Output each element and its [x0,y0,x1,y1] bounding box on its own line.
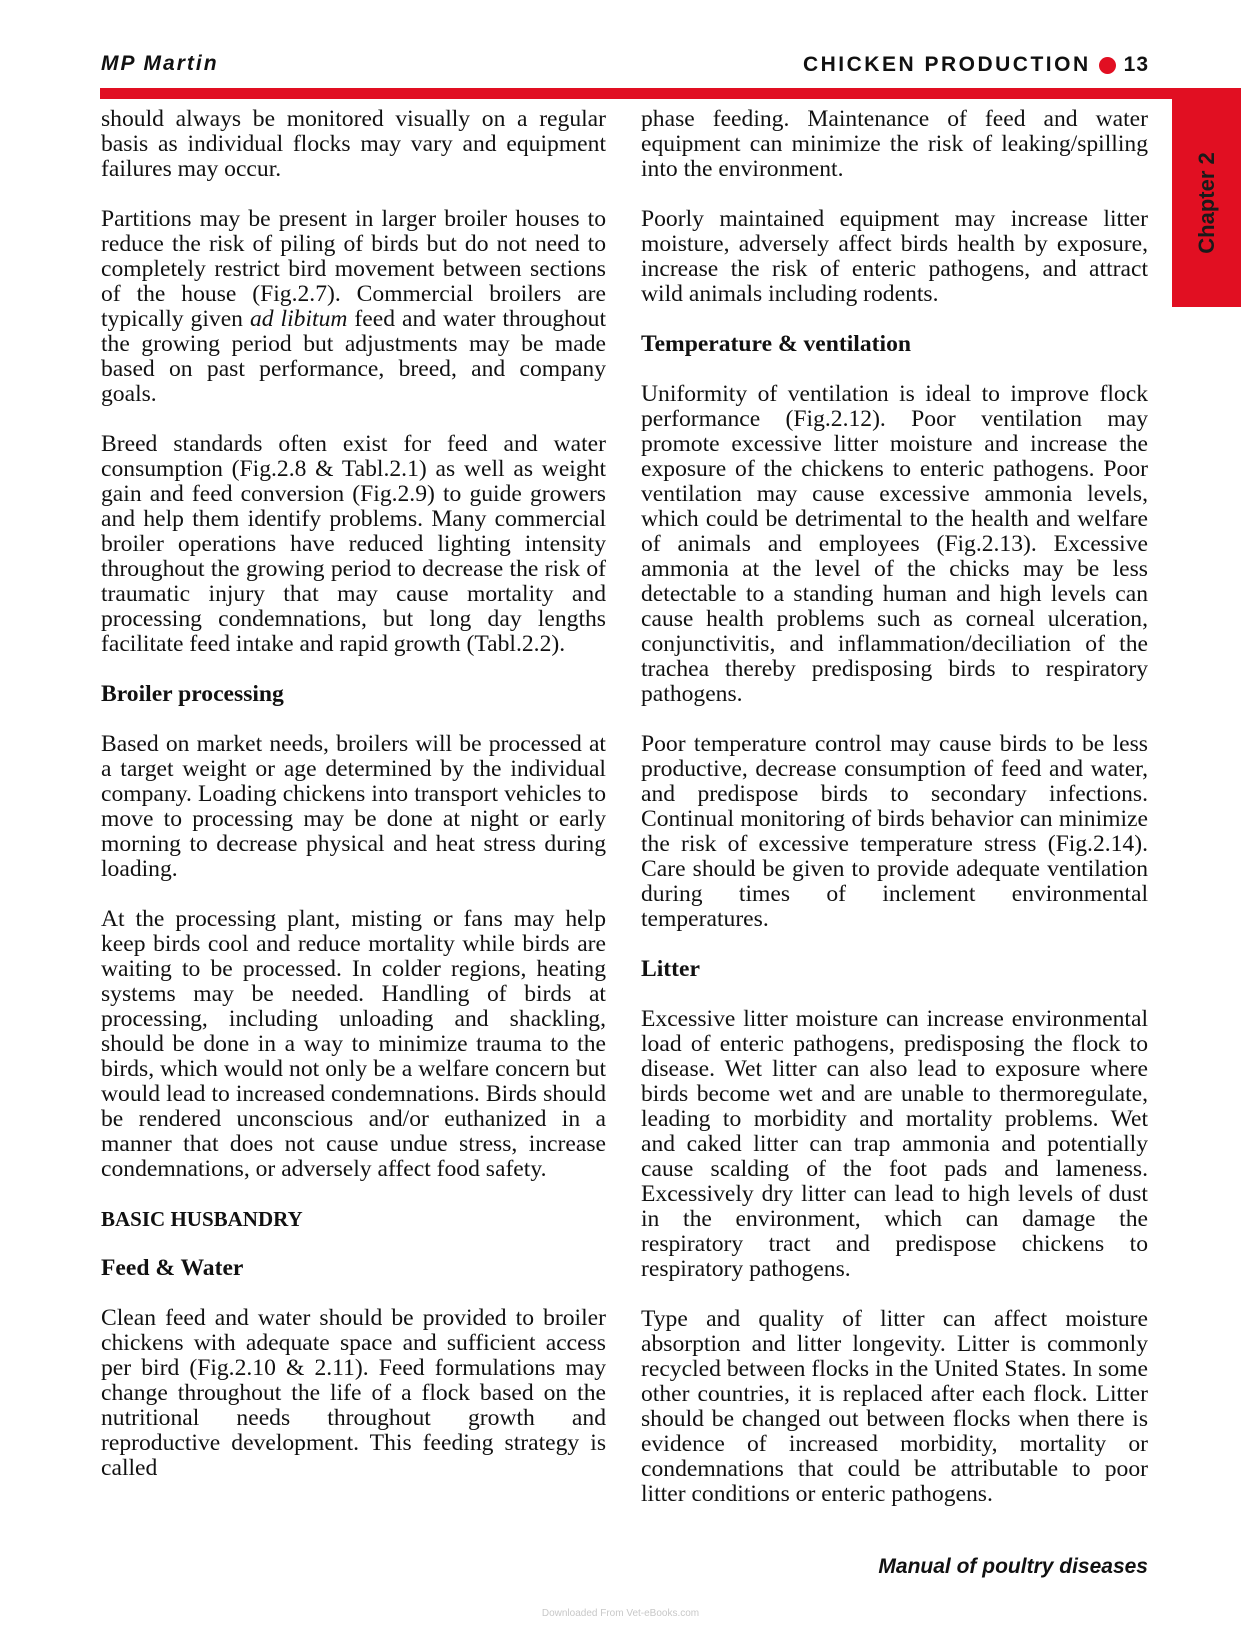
right-column [641,107,1148,1532]
left-column [101,107,606,1506]
paragraph: Breed standards often exist for feed and water consumption (Fig.2.8 & Tabl.2.1) as well as weight gain and feed conversion (Fig.2.9) to guide growers and help them identify problems. Many commercial broiler operations have reduced lighting intensity throughout the growing period to decrease the risk of traumatic injury that may cause mortality and processing condemnations, but long day lengths facilitate feed intake and rapid growth (Tabl.2.2). [101,431,606,657]
header-rule [100,88,1241,99]
chapter-tab [1172,99,1241,307]
paragraph: should always be monitored visually on a regular basis as individual flocks may vary and equipment failures may occur. [101,106,606,182]
section-heading: Litter [641,956,700,982]
paragraph: Clean feed and water should be provided to broiler chickens with adequate space and sufficient access per bird (Fig.2.10 & 2.11). Feed formulations may change throughout the life of a flock based on the nutritional needs throughout growth and reproductive development. This feeding strategy is called [101,1305,606,1481]
running-header-author: MP Martin [101,52,219,75]
paragraph: Poor temperature control may cause birds to be less productive, decrease consumption of feed and water, and predispose birds to secondary infections. Continual monitoring of birds behavior can minimize the risk of excessive temperature stress (Fig.2.14). Care should be given to provide adequate ventilation during times of inclement environmental temperatures. [641,731,1148,932]
paragraph: Based on market needs, broilers will be processed at a target weight or age determined by the individual company. Loading chickens into transport vehicles to move to processing may be done at night or early morning to decrease physical and heat stress during loading. [101,731,606,882]
page-number: 13 [1123,53,1149,76]
running-header-right [803,53,1149,77]
paragraph: Uniformity of ventilation is ideal to improve flock performance (Fig.2.12). Poor ventilation may promote excessive litter moisture and increase the exposure of the chickens to enteric pathogens. Poor ventilation may cause excessive ammonia levels, which could be detrimental to the health and welfare of animals and employees (Fig.2.13). Excessive ammonia at the level of the chicks may be less detectable to a standing human and high levels can cause health problems such as corneal ulceration, conjunctivitis, and inflammation/deciliation of the trachea thereby predisposing birds to respiratory pathogens. [641,381,1148,707]
section-heading: Feed & Water [101,1255,244,1281]
paragraph: Excessive litter moisture can increase environmental load of enteric pathogens, predisposing the flock to disease. Wet litter can also lead to exposure where birds become wet and are unable to thermoregulate, leading to morbidity and mortality problems. Wet and caked litter can trap ammonia and potentially cause scalding of the foot pads and lameness. Excessively dry litter can lead to high levels of dust in the environment, which can damage the respiratory tract and predispose chickens to respiratory pathogens. [641,1006,1148,1282]
paragraph: Type and quality of litter can affect moisture absorption and litter longevity. Litter is commonly recycled between flocks in the United States. In some other countries, it is replaced after each flock. Litter should be changed out between flocks when there is evidence of increased morbidity, mortality or condemnations that could be attributable to poor litter conditions or enteric pathogens. [641,1306,1148,1507]
paragraph: Poorly maintained equipment may increase litter moisture, adversely affect birds health by exposure, increase the risk of enteric pathogens, and attract wild animals including rodents. [641,206,1148,307]
paragraph: At the processing plant, misting or fans may help keep birds cool and reduce mortality while birds are waiting to be processed. In colder regions, heating systems may be needed. Handling of birds at processing, including unloading and shackling, should be done in a way to minimize trauma to the birds, which would not only be a welfare concern but would lead to increased condemnations. Birds should be rendered unconscious and/or euthanized in a manner that does not cause undue stress, increase condemnations, or adversely affect food safety. [101,906,606,1182]
chapter-tab-label: Chapter 2 [1193,152,1219,254]
running-header-title: CHICKEN PRODUCTION [802,53,1091,76]
running-footer-title: Manual of poultry diseases [878,1555,1148,1578]
major-heading: BASIC HUSBANDRY [101,1207,303,1231]
section-heading: Temperature & ventilation [641,331,911,357]
red-dot-icon [1099,57,1116,74]
paragraph: phase feeding. Maintenance of feed and water equipment can minimize the risk of leaking/spilling into the environment. [641,106,1148,182]
paragraph: Partitions may be present in larger broiler houses to reduce the risk of piling of birds but do not need to completely restrict bird movement between sections of the house (Fig.2.7). Commercial broilers are typically given ad libitum feed and water throughout the growing period but adjustments may be made based on past performance, breed, and company goals. [101,206,606,407]
download-watermark: Downloaded From Vet-eBooks.com [541,1608,700,1619]
italic-term: ad libitum [249,306,348,332]
section-heading: Broiler processing [101,681,284,707]
